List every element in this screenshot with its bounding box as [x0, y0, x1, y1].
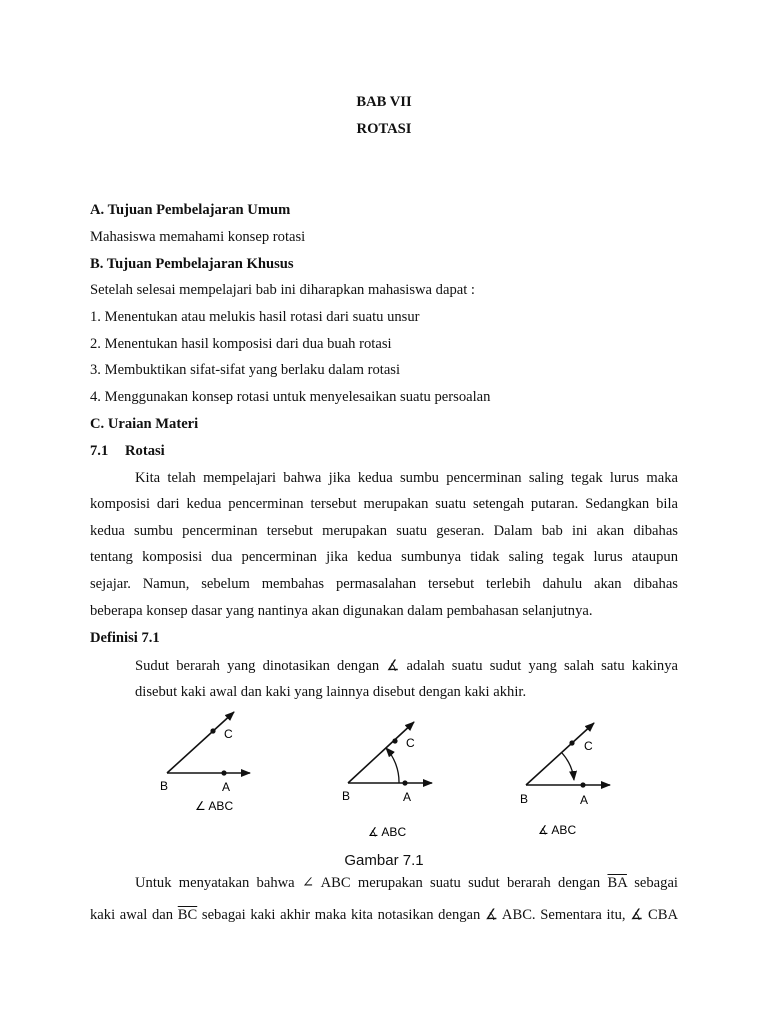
text-segment: sebagai: [634, 875, 678, 891]
section-c-heading: C. Uraian Materi: [90, 416, 199, 432]
point-c: [392, 738, 397, 743]
label-directed-angle-abc: ∡ ABC: [538, 823, 577, 837]
paragraph-line: [135, 874, 678, 892]
paragraph-line: [90, 906, 678, 924]
chapter-number: BAB VII: [356, 94, 412, 110]
label-directed-angle-abc: ∡ ABC: [368, 825, 407, 839]
section-b-heading: B. Tujuan Pembelajaran Khusus: [90, 256, 294, 272]
vector-ba: $\overline{BA}$: [607, 875, 627, 891]
point-a: [402, 780, 407, 785]
section-a-heading: A. Tujuan Pembelajaran Umum: [90, 202, 291, 218]
directed-angle-diagram-cw: [520, 723, 610, 837]
objective-item: 3. Membuktikan sifat-sifat yang berlaku dalam rotasi: [90, 362, 401, 378]
vector-bc: $\overline{BC}$: [177, 907, 198, 923]
definition-title: Definisi 7.1: [90, 630, 160, 646]
figure-caption: Gambar 7.1: [344, 852, 424, 869]
chapter-title: ROTASI: [356, 121, 412, 137]
definition-line: disebut kaki awal dan kaki yang lainnya disebut dengan kaki akhir.: [135, 684, 527, 700]
terminal-ray: [167, 712, 234, 773]
label-b: B: [520, 792, 529, 806]
direction-arc: [386, 748, 399, 783]
direction-arc: [562, 753, 574, 780]
label-a: A: [403, 790, 412, 804]
objective-item: 4. Menggunakan konsep rotasi untuk menyelesaikan suatu persoalan: [90, 389, 491, 405]
definition-line: Sudut berarah yang dinotasikan dengan ∡ adalah suatu sudut yang salah satu kakinya: [135, 658, 678, 674]
paragraph-line: kedua sumbu pencerminan tersebut merupakan suatu geseran. Dalam bab ini akan dibahas: [90, 523, 678, 539]
objective-item: 1. Menentukan atau melukis hasil rotasi dari suatu unsur: [90, 309, 420, 325]
objective-item: 2. Menentukan hasil komposisi dari dua buah rotasi: [90, 336, 392, 352]
point-a: [580, 782, 585, 787]
text-segment: Untuk menyatakan bahwa ∠ ABC merupakan suatu sudut berarah dengan: [135, 875, 601, 891]
text-segment: sebagai kaki akhir maka kita notasikan dengan ∡ ABC. Sementara itu, ∡ CBA: [201, 907, 678, 923]
text-segment: kaki awal dan: [90, 907, 174, 923]
label-c: C: [406, 736, 415, 750]
label-b: B: [342, 789, 351, 803]
terminal-ray: [348, 722, 414, 783]
point-c: [210, 728, 215, 733]
section-a-body: Mahasiswa memahami konsep rotasi: [90, 229, 306, 245]
section-b-intro: Setelah selesai mempelajari bab ini diharapkan mahasiswa dapat :: [90, 282, 475, 298]
subsection-number: 7.1: [90, 443, 109, 459]
label-b: B: [160, 779, 169, 793]
label-c: C: [224, 727, 233, 741]
paragraph-line: tentang komposisi dua pencerminan jika kedua sumbunya tidak saling tegak lurus ataupun: [90, 549, 678, 565]
label-c: C: [584, 739, 593, 753]
subsection-title: Rotasi: [125, 443, 165, 459]
paragraph-line: komposisi dari kedua pencerminan tersebut merupakan suatu setengah putaran. Sedangkan bila: [90, 496, 678, 512]
point-c: [569, 740, 574, 745]
paragraph-line: beberapa konsep dasar yang nantinya akan digunakan dalam pembahasan selanjutnya.: [90, 603, 593, 619]
paragraph-line: sejajar. Namun, sebelum membahas permasalahan tersebut terlebih dahulu akan dibahas: [90, 576, 678, 592]
directed-angle-diagram-ccw: [342, 722, 432, 839]
label-angle-abc: ∠ ABC: [195, 799, 234, 813]
terminal-ray: [526, 723, 594, 785]
angle-figure: [0, 700, 768, 850]
label-a: A: [222, 780, 231, 794]
plain-angle-diagram: [160, 712, 250, 813]
label-a: A: [580, 793, 589, 807]
point-a: [221, 770, 226, 775]
paragraph-line: Kita telah mempelajari bahwa jika kedua sumbu pencerminan saling tegak lurus maka: [135, 470, 678, 486]
